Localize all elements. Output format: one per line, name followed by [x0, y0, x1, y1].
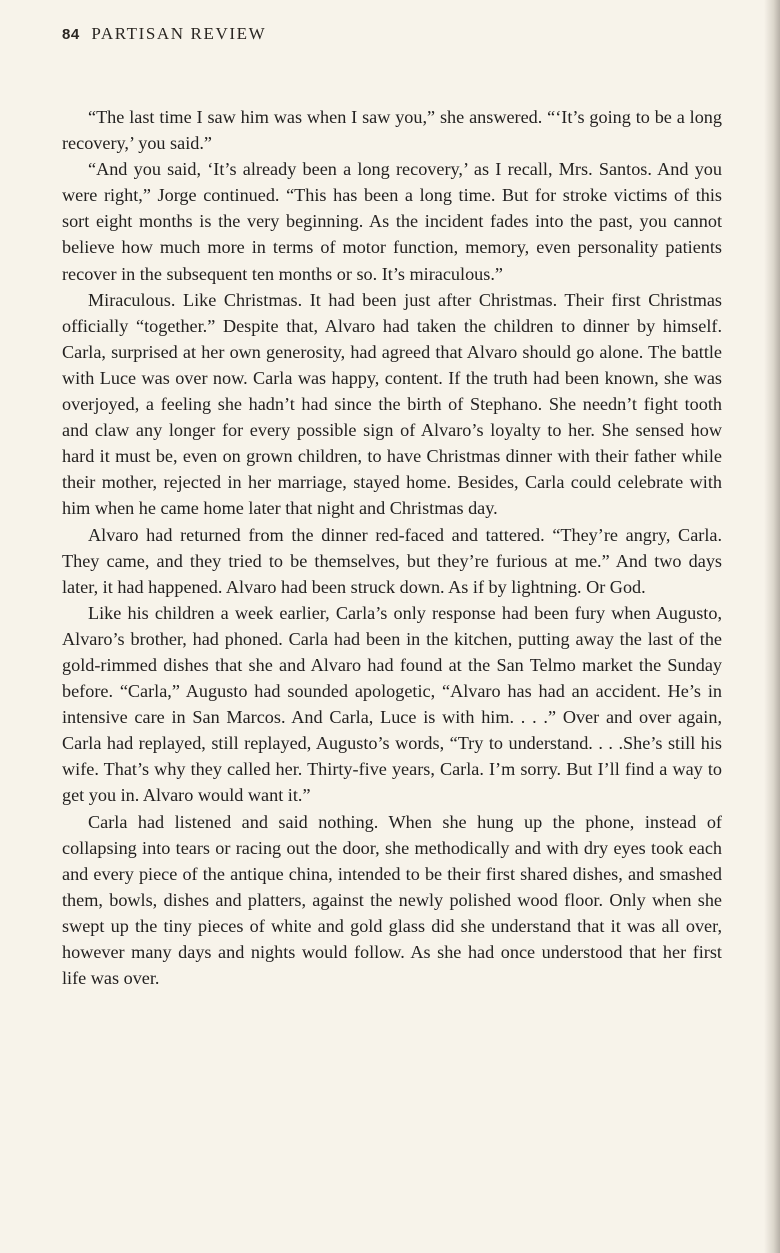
page-edge-shadow [764, 0, 780, 1253]
paragraph: “The last time I saw him was when I saw you,” she answered. “‘It’s going to be a long recovery,’ you said.” [62, 107, 722, 154]
paragraph: Carla had listened and said nothing. When she hung up the phone, instead of collapsing into tears or racing out the door, she methodically and with dry eyes took each and every piece of the antique china, intended to be their first shared dishes, and smashed them, bowls, dishes and platters, against the newly polished wood floor. Only when she swept up the tiny pieces of white and gold glass did she understand that it was all over, however many days and nights would follow. As she had once understood that her first life was over. [62, 811, 722, 989]
paragraph: Miraculous. Like Christmas. It had been just after Christmas. Their first Christmas officially “together.” Despite that, Alvaro had taken the children to dinner by himself. Carla, surprised at her own generosity, had agreed that Alvaro should go alone. The battle with Luce was over now. Carla was happy, content. If the truth had been known, she was overjoyed, a feeling she hadn’t had since the birth of Stephano. She needn’t fight tooth and claw any longer for every possible sign of Alvaro’s loyalty to her. She sensed how hard it must be, even on grown children, to have Christmas dinner with their father while their mother, rejected in her marriage, stayed home. Besides, Carla could celebrate with him when he came home later that night and Christmas day. [62, 289, 722, 519]
journal-title: PARTISAN REVIEW [91, 24, 267, 43]
running-head [62, 24, 266, 44]
page-number: 84 [62, 26, 80, 43]
paragraph: Alvaro had returned from the dinner red-faced and tattered. “They’re angry, Carla. They came, and they tried to be themselves, but they’re furious at me.” And two days later, it had happened. Alvaro had been struck down. As if by lightning. Or God. [62, 524, 722, 597]
body-text [62, 104, 722, 991]
paragraph: Like his children a week earlier, Carla’s only response had been fury when Augusto, Alvaro’s brother, had phoned. Carla had been in the kitchen, putting away the last of the gold-rimmed dishes that she and Alvaro had found at the San Telmo market the Sunday before. “Carla,” Augusto had sounded apologetic, “Alvaro has had an accident. He’s in intensive care in San Marcos. And Carla, Luce is with him. . . .” Over and over again, Carla had replayed, still replayed, Augusto’s words, “Try to understand. . . .She’s still his wife. That’s why they called her. Thirty-five years, Carla. I’m sorry. But I’ll find a way to get you in. Alvaro would want it.” [62, 602, 722, 806]
paragraph: “And you said, ‘It’s already been a long recovery,’ as I recall, Mrs. Santos. And you were right,” Jorge continued. “This has been a long time. But for stroke victims of this sort eight months is the very beginning. As the incident fades into the past, you cannot believe how much more in terms of motor function, memory, even personality patients recover in the subsequent ten months or so. It’s miraculous.” [62, 159, 722, 284]
